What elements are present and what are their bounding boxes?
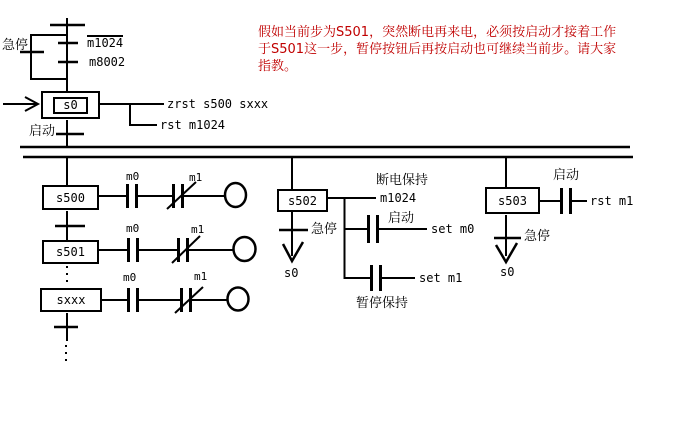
coil-icon — [234, 237, 256, 261]
contact-label-m1: m1 — [189, 171, 203, 184]
rung-s500 — [99, 182, 246, 209]
contact-label-m1: m1 — [191, 223, 205, 236]
m1024-hold-device: m1024 — [380, 191, 417, 205]
jump-target-s0: s0 — [500, 265, 515, 279]
step-box-sxxx — [40, 288, 102, 312]
step-box-s502 — [277, 189, 328, 212]
start-transition-wires — [56, 120, 84, 147]
note-line-3: 指教。 — [258, 59, 298, 74]
estop-label-mid: 急停 — [311, 222, 338, 237]
contact-label-m0: m0 — [123, 271, 137, 284]
step-box-s500 — [42, 185, 99, 210]
coil-icon — [228, 288, 249, 311]
step-label-s503: s503 — [498, 193, 527, 208]
estop-label-right: 急停 — [524, 229, 551, 244]
step-box-s503 — [485, 187, 540, 214]
step-label-s500: s500 — [56, 190, 85, 205]
step-box-s0 — [41, 91, 100, 119]
action-zrst: zrst s500 sxxx — [167, 97, 269, 111]
contact-label-m0: m0 — [126, 170, 140, 183]
m1024-nc-label: m1024 — [87, 36, 124, 50]
initial-transition-wires — [20, 18, 85, 92]
step-label-s0: s0 — [53, 97, 87, 114]
rst-m1-action: rst m1 — [590, 194, 634, 208]
set-m0-action: set m0 — [431, 222, 475, 236]
note-line-2: 于S501这一步，暂停按钮后再按启动也可继续当前步。请大家 — [258, 42, 617, 57]
note-line-1: 假如当前步为S501，突然断电再来电，必须按启动才接着工作 — [258, 25, 617, 40]
contact-label-m1: m1 — [194, 270, 208, 283]
step-label-s502: s502 — [288, 193, 317, 208]
s0-entry-arrow-icon — [3, 97, 38, 111]
s0-action-wires — [100, 104, 164, 126]
annotation-note — [258, 24, 616, 75]
pause-hold-label: 暂停保持 — [356, 296, 409, 311]
start-label-right: 启动 — [553, 168, 580, 183]
rung-sxxx — [102, 287, 249, 313]
start-label-top: 启动 — [29, 124, 56, 139]
set-m1-action: set m1 — [419, 271, 463, 285]
coil-icon — [225, 183, 246, 207]
power-hold-label: 断电保持 — [376, 173, 429, 188]
action-rst-m1024: rst m1024 — [160, 118, 226, 132]
rung-s501 — [99, 236, 256, 263]
m8002-label: m8002 — [89, 55, 126, 69]
estop-label-top: 急停 — [2, 38, 29, 53]
contact-label-m0: m0 — [126, 222, 140, 235]
step-label-s501: s501 — [56, 245, 85, 259]
step-box-s501 — [42, 240, 99, 264]
jump-target-s0: s0 — [284, 266, 299, 280]
step-label-sxxx: sxxx — [56, 293, 86, 307]
parallel-rails — [20, 147, 633, 157]
start-label-mid: 启动 — [388, 211, 415, 226]
